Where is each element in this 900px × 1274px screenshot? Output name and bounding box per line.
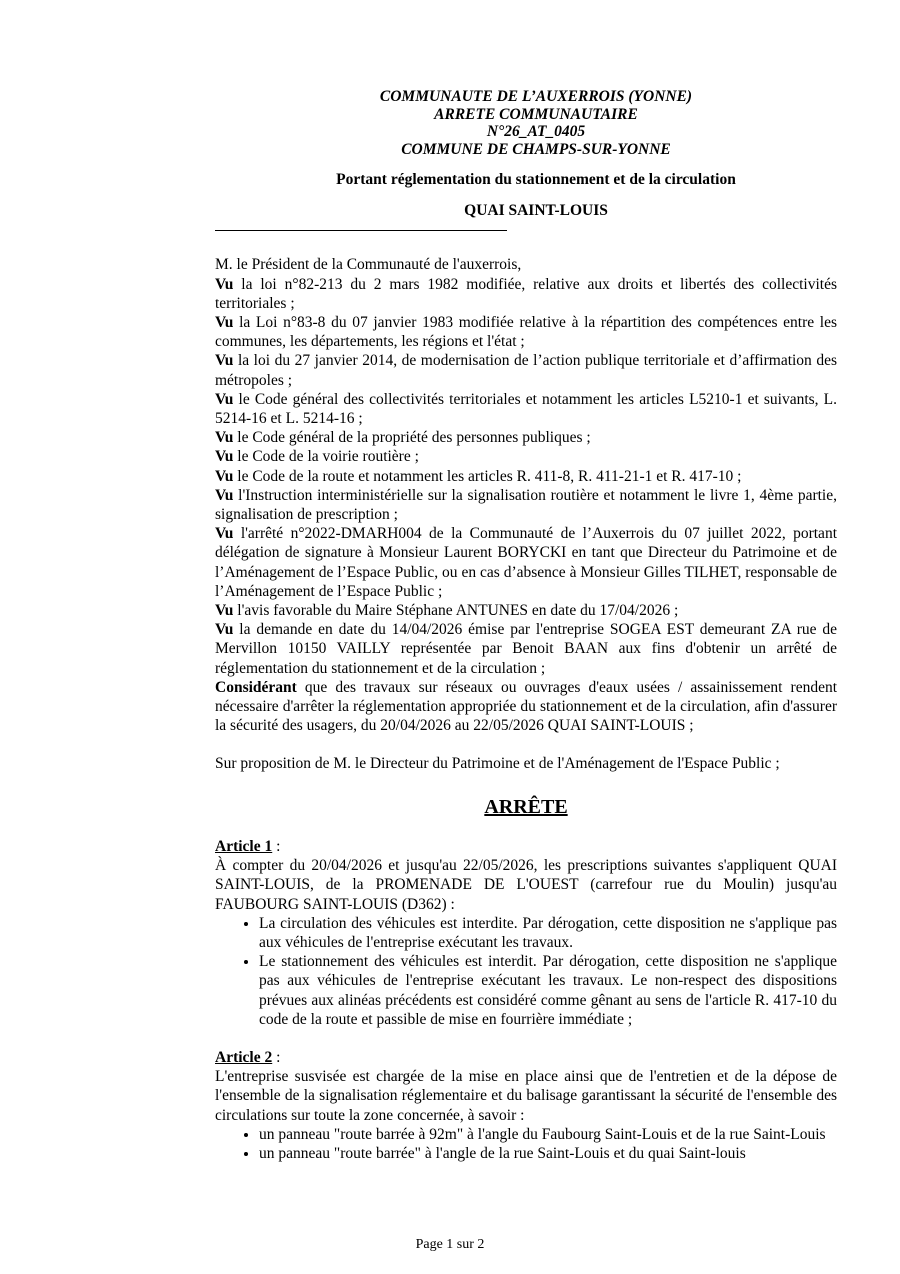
vu-label: Vu [215,448,234,466]
arrete-heading: ARRÊTE [484,795,568,818]
article-2-title: Article 2 [215,1048,273,1066]
article-1-list [215,914,837,1029]
vu-text: la demande en date du 14/04/2026 émise par l'entreprise SOGEA EST demeurant ZA rue de Mervillon 10150 VAILLY représentée par Benoit BAAN aux fins d'obtenir un arrêté de réglementation du stationnement et de la circulation ; [215,621,838,677]
vu-label: Vu [215,525,234,543]
preamble-intro: M. le Président de la Communauté de l'auxerrois, [215,256,522,274]
vu-text: la loi du 27 janvier 2014, de modernisation de l’action publique territoriale et d’affirmation des métropoles ; [215,352,838,389]
article-2-list [215,1125,837,1163]
vu-label: Vu [215,352,234,370]
vu-text: le Code de la voirie routière ; [237,448,419,466]
article-1 [215,837,837,1029]
considerant-paragraph [215,678,837,736]
header-authority: COMMUNAUTE DE L’AUXERROIS (YONNE) [379,88,693,105]
considerant-label: Considérant [215,678,297,696]
vu-text: l'Instruction interministérielle sur la signalisation routière et notamment le livre 1, 4ème partie, signalisation de prescription ; [215,486,837,524]
proposition-paragraph: Sur proposition de M. le Directeur du Patrimoine et de l'Aménagement de l'Espace Public ; [215,755,780,773]
vu-item [215,351,837,389]
vu-item [215,524,837,601]
document-header [235,88,837,158]
considerant-text: que des travaux sur réseaux ou ouvrages d'eaux usées / assainissement rendent nécessaire d'arrêter la réglementation appropriée du stationnement et de la circulation, afin d'assurer la sécurité des usagers, du 20/04/2026 au 22/05/2026 QUAI SAINT-LOUIS ; [215,678,838,735]
vu-item [215,467,837,486]
vu-label: Vu [215,621,234,639]
document-page [215,88,837,1163]
location-title: QUAI SAINT-LOUIS [464,202,608,220]
page-number: Page 1 sur 2 [415,1237,485,1252]
vu-text: la Loi n°83-8 du 07 janvier 1983 modifiée relative à la répartition des compétences entre les communes, les départements, les régions et l'état ; [215,314,837,351]
preamble [215,255,837,773]
article-2-colon: : [272,1048,281,1066]
vu-item [215,486,837,524]
header-number: N°26_AT_0405 [486,123,586,140]
article-2-bullet: • un panneau "route barrée" à l'angle de la rue Saint-Louis et du quai Saint-louis [259,1144,837,1163]
vu-item [215,313,837,351]
article-1-text: À compter du 20/04/2026 et jusqu'au 22/05/2026, les prescriptions suivantes s'appliquent QUAI SAINT-LOUIS, de la PROMENADE DE L'OUEST (carrefour rue du Moulin) jusqu'au FAUBOURG SAINT-LOUIS (D362) : [215,857,837,913]
vu-text: le Code général des collectivités territoriales et notamment les articles L5210-1 et suivants, L. 5214-16 et L. 5214-16 ; [215,390,838,428]
vu-item [215,275,837,313]
article-1-colon: : [272,837,281,855]
article-2-bullet: • un panneau "route barrée à 92m" à l'angle du Faubourg Saint-Louis et de la rue Saint-Louis [259,1125,837,1144]
vu-item [215,601,837,620]
article-2-text: L'entreprise susvisée est chargée de la mise en place ainsi que de l'entretien et de la dépose de l'ensemble de la signalisation réglementaire et du balisage garantissant la sécurité de l'ensemble des circulations sur toute la zone concernée, à savoir : [215,1068,837,1124]
vu-text: le Code de la route et notamment les articles R. 411-8, R. 411-21-1 et R. 417-10 ; [237,467,742,485]
vu-item [215,447,837,466]
vu-label: Vu [215,429,234,447]
vu-label: Vu [215,390,234,408]
vu-label: Vu [215,486,234,504]
article-1-bullet: • Le stationnement des véhicules est interdit. Par dérogation, cette disposition ne s'applique pas aux véhicules de l'entreprise exécutant les travaux. Le non-respect des dispositions prévues aux alinéas précédents est considéré comme gênant au sens de l'article R. 417-10 du code de la route et passible de mise en fourrière immédiate ; [259,952,837,1029]
vu-item [215,620,837,678]
document-subtitle: Portant réglementation du stationnement et de la circulation [336,171,736,188]
vu-label: Vu [215,314,234,332]
vu-list [215,275,837,678]
vu-label: Vu [215,467,234,485]
article-1-title: Article 1 [215,837,273,855]
header-divider [215,230,507,231]
vu-label: Vu [215,275,234,293]
vu-item [215,428,837,447]
header-commune: COMMUNE DE CHAMPS-SUR-YONNE [401,140,671,158]
vu-text: l'arrêté n°2022-DMARH004 de la Communauté de l’Auxerrois du 07 juillet 2022, portant délégation de signature à Monsieur Laurent BORYCKI en tant que Directeur du Patrimoine et de l’Aménagement de l’Espace Public, ou en cas d’absence à Monsieur Gilles TILHET, responsable de l’Aménagement de l’Espace Public ; [215,525,837,600]
header-type: ARRETE COMMUNAUTAIRE [434,105,638,123]
vu-item [215,390,837,428]
vu-text: la loi n°82-213 du 2 mars 1982 modifiée, relative aux droits et libertés des collectivités territoriales ; [215,275,837,312]
vu-label: Vu [215,602,234,620]
article-1-bullet: • La circulation des véhicules est interdite. Par dérogation, cette disposition ne s'applique pas aux véhicules de l'entreprise exécutant les travaux. [259,914,837,952]
vu-text: le Code général de la propriété des personnes publiques ; [237,429,591,447]
article-2 [215,1048,837,1163]
vu-text: l'avis favorable du Maire Stéphane ANTUNES en date du 17/04/2026 ; [237,602,679,620]
